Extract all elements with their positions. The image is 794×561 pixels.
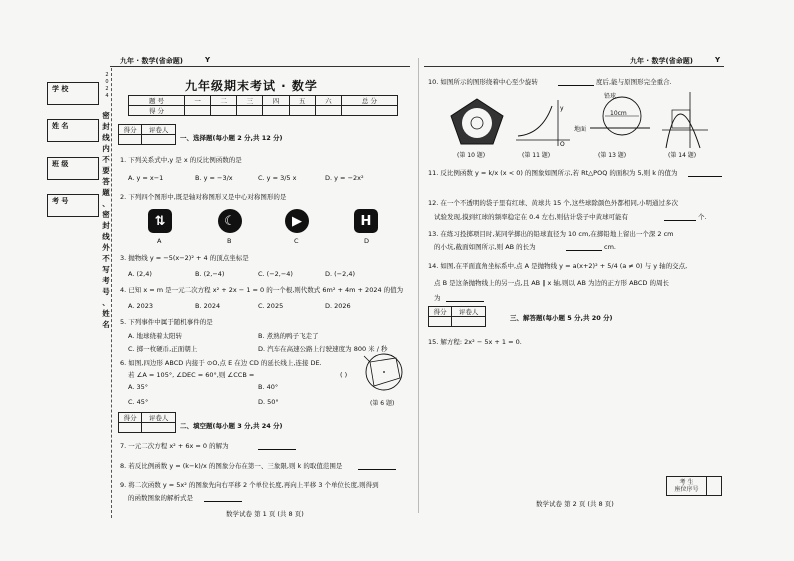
q10-figure-caption: (第 10 题) xyxy=(457,152,486,159)
q8-text: 8. 若反比例函数 y = (k−k)/x 的图象分布在第一、三象限,则 k 的取值范围是 xyxy=(120,462,343,470)
grader-name-label: 评卷人 xyxy=(142,125,176,135)
q9-text: 9. 将二次函数 y = 5x² 的图象先向右平移 2 个单位长度,再向上平移 3 个单位长度,则得到 xyxy=(120,481,379,489)
q10-pentagon-figure xyxy=(448,96,506,148)
swap-arrows-icon: ⇅ xyxy=(148,209,172,233)
seal-char: 、 xyxy=(102,199,110,208)
q4-text: 4. 已知 x = m 是一元二次方程 x² + 2x − 1 = 0 的一个根,则代数式 6m² + 4m + 2024 的值为 xyxy=(120,286,404,294)
q10-text: 10. 如图所示的图形绕着中心至少旋转 xyxy=(428,78,538,86)
score-cell[interactable] xyxy=(315,106,341,116)
seal-char: 写 xyxy=(102,265,110,274)
q8-answer-blank[interactable] xyxy=(358,469,396,470)
page-header-left: 九年 · 数学(省命题) xyxy=(120,57,183,65)
score-cell[interactable] xyxy=(185,106,211,116)
q13-ball-figure xyxy=(588,92,652,148)
grader-box-2 xyxy=(118,412,176,433)
q14-text3: 为 xyxy=(434,294,441,302)
svg-text:O: O xyxy=(560,141,565,148)
q3-text: 3. 抛物线 y = −5(x−2)² + 4 的顶点坐标是 xyxy=(120,254,249,262)
q3-option-a[interactable]: A. (2,4) xyxy=(128,270,152,278)
name-label: 姓 名 xyxy=(52,122,69,130)
school-field[interactable] xyxy=(47,82,99,105)
page-divider xyxy=(418,58,419,513)
q14-parabola-figure xyxy=(660,90,710,150)
q1-option-a[interactable]: A. y = x−1 xyxy=(128,174,164,182)
seal-char: 封 xyxy=(102,122,110,131)
score-header-cell: 二 xyxy=(211,96,237,106)
seal-char: 封 xyxy=(102,221,110,230)
q9-text2: 的函数图象的解析式是 xyxy=(128,494,193,502)
q5-option-d[interactable]: D. 汽车在高速公路上行驶速度为 800 米 / 秒 xyxy=(258,345,388,353)
q11-answer-blank[interactable] xyxy=(688,176,722,177)
q6-text: 6. 如图,四边形 ABCD 内接于 ⊙O,点 E 在边 CD 的延长线上,连接 DE. xyxy=(120,359,322,367)
q10-answer-blank[interactable] xyxy=(558,85,594,86)
q13-text: 13. 在练习投掷项目时,某同学掷出的铅球直径为 10 cm,在掷铅地上留出一个深 2 cm xyxy=(428,230,674,238)
seat-number-box xyxy=(666,476,722,496)
grader-score-label: 得分 xyxy=(119,125,142,135)
moon-face-icon: ☾ xyxy=(218,209,242,233)
q13-text2: 的小坑,截面如图所示,则 AB 的长为 xyxy=(434,243,536,251)
seal-char: 名 xyxy=(102,320,110,329)
seal-char: 姓 xyxy=(102,309,110,318)
q2-option-b[interactable]: B xyxy=(227,237,232,245)
seat-label: 考 生 座位序号 xyxy=(667,477,707,496)
score-table xyxy=(128,95,398,116)
q4-option-b[interactable]: B. 2024 xyxy=(195,302,221,310)
page-header-mark-right: Y xyxy=(715,56,721,64)
q15-text: 15. 解方程: 2x² − 5x + 1 = 0. xyxy=(428,338,522,346)
header-rule-right xyxy=(424,66,724,67)
q11-figure-caption: (第 11 题) xyxy=(522,152,551,159)
page-header-mark-left: Y xyxy=(205,56,211,64)
score-header-cell: 一 xyxy=(185,96,211,106)
grader-name-cell[interactable] xyxy=(452,317,486,327)
grader-score-label: 得分 xyxy=(429,307,452,317)
grader-box-1 xyxy=(118,124,176,145)
q14-figure-caption: (第 14 题) xyxy=(668,152,697,159)
q4-option-c[interactable]: C. 2025 xyxy=(258,302,284,310)
score-cell[interactable] xyxy=(289,106,315,116)
q7-answer-blank[interactable] xyxy=(258,449,296,450)
score-header-cell: 五 xyxy=(289,96,315,106)
svg-text:y: y xyxy=(560,105,564,112)
score-cell[interactable] xyxy=(263,106,289,116)
seal-char: 、 xyxy=(102,298,110,307)
section2-title: 二、填空题(每小题 3 分,共 24 分) xyxy=(180,422,283,430)
q6-circle-figure xyxy=(362,350,406,396)
q13-figure-caption: (第 13 题) xyxy=(598,152,627,159)
q5-option-b[interactable]: B. 煮熟的鸭子飞走了 xyxy=(258,332,319,340)
seal-char: 外 xyxy=(102,243,110,252)
section3-title: 三、解答题(每小题 5 分,共 20 分) xyxy=(510,314,613,322)
q12-text2-end: 个. xyxy=(698,213,707,221)
score-cell: 得 分 xyxy=(129,106,185,116)
class-label: 班 级 xyxy=(52,160,69,168)
exam-number-field[interactable] xyxy=(47,194,99,217)
q4-option-d[interactable]: D. 2026 xyxy=(325,302,351,310)
q11-hyperbola-figure xyxy=(514,98,572,148)
q1-text: 1. 下列关系式中,y 是 x 的反比例函数的是 xyxy=(120,156,242,164)
q4-option-a[interactable]: A. 2023 xyxy=(128,302,154,310)
q5-option-c[interactable]: C. 掷一枚硬币,正面朝上 xyxy=(128,345,198,353)
grader-name-cell[interactable] xyxy=(142,423,176,433)
label-dimension: 10cm xyxy=(610,110,627,117)
score-cell[interactable] xyxy=(211,106,237,116)
score-header-cell: 题 号 xyxy=(129,96,185,106)
seal-line xyxy=(111,68,112,518)
score-cell[interactable] xyxy=(237,106,263,116)
q2-option-a[interactable]: A xyxy=(157,237,162,245)
seal-char: 题 xyxy=(102,188,110,197)
q12-text2: 试验发现,摸到红球的频率稳定在 0.4 左右,则估计袋子中黄球可能有 xyxy=(434,213,629,221)
grader-name-label: 评卷人 xyxy=(452,307,486,317)
exam-number-label: 考 号 xyxy=(52,197,69,205)
grader-name-label: 评卷人 xyxy=(142,413,176,423)
grader-score-cell[interactable] xyxy=(429,317,452,327)
grader-name-cell[interactable] xyxy=(142,135,176,145)
q3-option-b[interactable]: B. (2,−4) xyxy=(195,270,225,278)
q13-answer-blank[interactable] xyxy=(566,250,602,251)
q2-text: 2. 下列四个图形中,既是轴对称图形又是中心对称图形的是 xyxy=(120,193,287,201)
grader-score-label: 得分 xyxy=(119,413,142,423)
exam-title: 九年级期末考试 · 数学 xyxy=(185,79,318,93)
seal-char: 不 xyxy=(102,155,110,164)
seal-char: 密 xyxy=(102,111,110,120)
seal-char: 密 xyxy=(102,210,110,219)
seal-char: 号 xyxy=(102,287,110,296)
q2-option-d[interactable]: D xyxy=(364,237,370,245)
seal-char: 不 xyxy=(102,254,110,263)
q6-answer-paren[interactable]: ( ) xyxy=(340,371,348,379)
seal-char: 线 xyxy=(102,232,110,241)
score-header-cell: 三 xyxy=(237,96,263,106)
q6-text2: 若 ∠A = 105°, ∠DEC = 60°,则 ∠CCB = xyxy=(128,371,255,379)
section1-title: 一、选择题(每小题 2 分,共 12 分) xyxy=(180,134,283,142)
name-field[interactable] xyxy=(47,119,99,142)
q6-figure-caption: (第 6 题) xyxy=(370,400,395,407)
grader-score-cell[interactable] xyxy=(119,135,142,145)
seal-char: 答 xyxy=(102,177,110,186)
q2-option-c[interactable]: C xyxy=(294,237,299,245)
class-field[interactable] xyxy=(47,157,99,180)
grader-score-cell[interactable] xyxy=(119,423,142,433)
page-footer-right: 数学试卷 第 2 页 (共 8 页) xyxy=(536,500,614,508)
q12-text: 12. 在一个不透明的袋子里有红球、黄球共 15 个,这些球除颜色外都相同,小明通过多次 xyxy=(428,199,678,207)
q3-option-d[interactable]: D. (−2,4) xyxy=(325,270,355,278)
q7-text: 7. 一元二次方程 x² + 6x = 0 的解为 xyxy=(120,442,229,450)
q6-option-b[interactable]: B. 40° xyxy=(258,383,279,391)
q14-text: 14. 如图,在平面直角坐标系中,点 A 是抛物线 y = a(x+2)² + 5/4 (a ≠ 0) 与 y 轴的交点, xyxy=(428,262,688,270)
q6-option-d[interactable]: D. 50° xyxy=(258,398,279,406)
q11-text: 11. 反比例函数 y = k/x (x < 0) 的图象如图所示,若 Rt△POQ 的面积为 5,则 k 的值为 xyxy=(428,169,678,177)
header-rule-left xyxy=(110,66,410,67)
label-ground: 地面 xyxy=(574,126,587,133)
seal-char: 要 xyxy=(102,166,110,175)
score-header-cell: 总 分 xyxy=(341,96,397,106)
page-footer-left: 数学试卷 第 1 页 (共 8 页) xyxy=(226,510,304,518)
q10-text-end: 度后,能与原图形完全重合. xyxy=(596,78,672,86)
page-header-right: 九年 · 数学(省命题) xyxy=(630,57,693,65)
seat-number-cell[interactable] xyxy=(707,477,722,496)
letter-h-icon: H xyxy=(354,209,378,233)
label-ball: 铅球 xyxy=(604,93,617,100)
seal-char: 内 xyxy=(102,144,110,153)
play-icon: ▶ xyxy=(285,209,309,233)
q1-option-b[interactable]: B. y = −3/x xyxy=(195,174,233,182)
seal-char: 线 xyxy=(102,133,110,142)
q6-option-c[interactable]: C. 45° xyxy=(128,398,149,406)
q12-answer-blank[interactable] xyxy=(664,220,696,221)
q5-text: 5. 下列事件中属于随机事件的是 xyxy=(120,318,213,326)
q5-option-a[interactable]: A. 地球绕着太阳转 xyxy=(128,332,182,340)
seal-char: 考 xyxy=(102,276,110,285)
school-label: 学 校 xyxy=(52,85,69,93)
q1-option-d[interactable]: D. y = −2x² xyxy=(325,174,364,182)
q1-option-c[interactable]: C. y = 3/5 x xyxy=(258,174,297,182)
q14-answer-blank[interactable] xyxy=(446,301,484,302)
q3-option-c[interactable]: C. (−2,−4) xyxy=(258,270,293,278)
grader-box-3 xyxy=(428,306,486,327)
q9-answer-blank[interactable] xyxy=(204,501,242,502)
score-header-cell: 四 xyxy=(263,96,289,106)
q14-text2: 点 B 是这条抛物线上的另一点,且 AB ∥ x 轴,则以 AB 为边的正方形 ABCD 的周长 xyxy=(434,279,669,287)
q6-option-a[interactable]: A. 35° xyxy=(128,383,148,391)
score-cell[interactable] xyxy=(341,106,397,116)
q13-text2-end: cm. xyxy=(604,243,616,251)
score-header-cell: 六 xyxy=(315,96,341,106)
q15-answer-area[interactable] xyxy=(428,350,720,470)
year-mark: 2 0 2 4 xyxy=(105,72,109,99)
